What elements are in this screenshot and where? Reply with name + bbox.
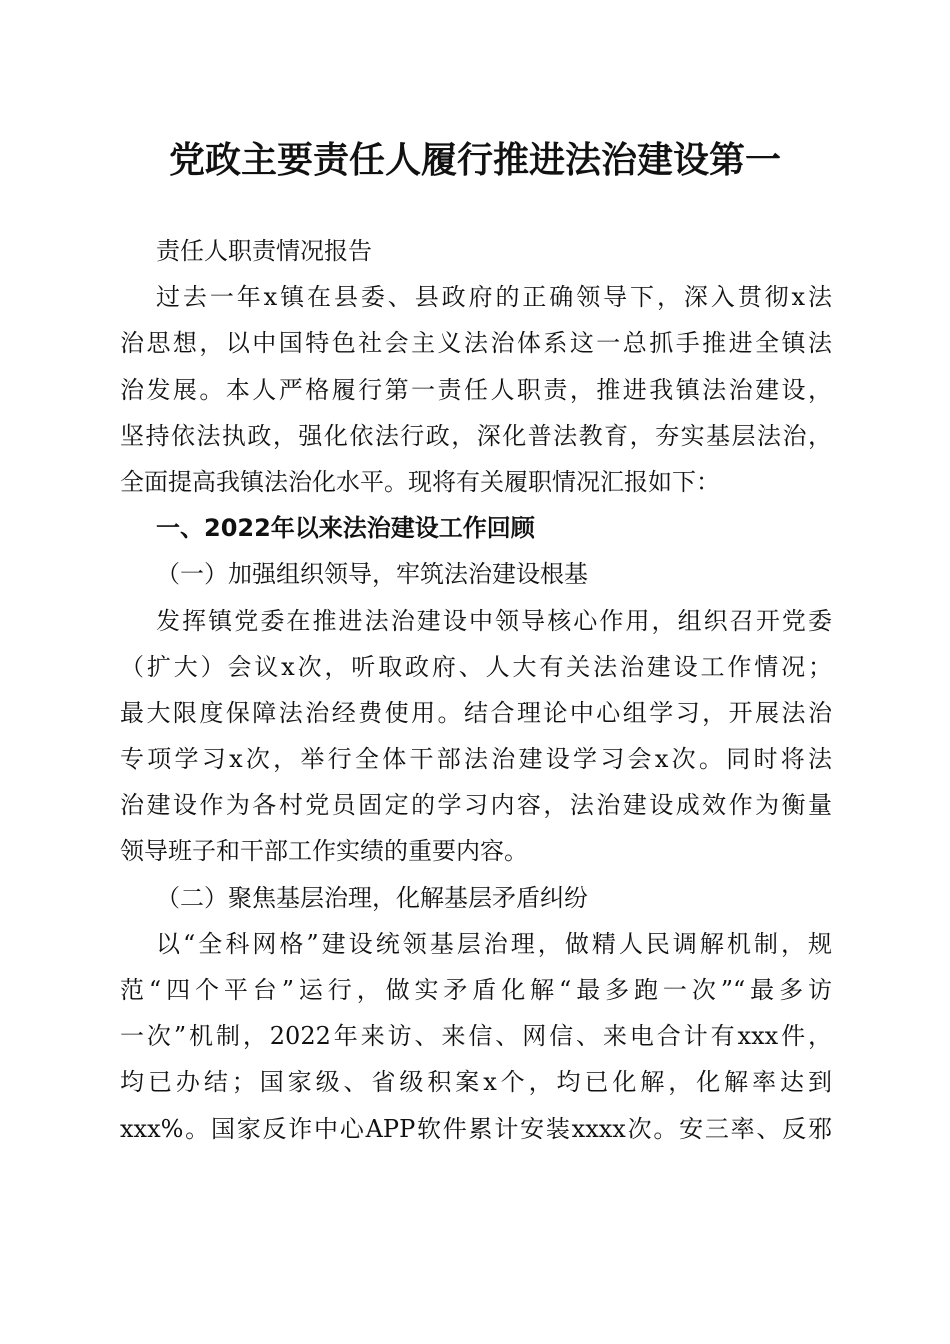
paragraph-line: 专项学习x次，举行全体干部法治建设学习会x次。同时将法 (120, 745, 832, 774)
paragraph-line: 最大限度保障法治经费使用。结合理论中心组学习，开展法治 (120, 698, 832, 727)
paragraph-line: 均已办结；国家级、省级积案x个，均已化解，化解率达到 (120, 1068, 832, 1097)
subsection-heading: （二）聚焦基层治理，化解基层矛盾纠纷 (156, 883, 588, 912)
paragraph-line: 过去一年x镇在县委、县政府的正确领导下，深入贯彻x法 (156, 283, 832, 312)
paragraph-line: 范“四个平台”运行，做实矛盾化解“最多跑一次”“最多访 (120, 976, 832, 1004)
paragraph-line: 以“全科网格”建设统领基层治理，做精人民调解机制，规 (156, 929, 832, 958)
paragraph-line: 一次”机制，2022年来访、来信、网信、来电合计有xxx件， (120, 1022, 832, 1051)
paragraph-line: 全面提高我镇法治化水平。现将有关履职情况汇报如下： (120, 467, 720, 496)
paragraph-line: 领导班子和干部工作实绩的重要内容。 (120, 837, 528, 866)
document-body (120, 228, 832, 1152)
paragraph-line: xxx%。国家反诈中心APP软件累计安装xxxx次。安三率、反邪 (120, 1114, 832, 1143)
document-title: 党政主要责任人履行推进法治建设第一 (168, 139, 781, 181)
paragraph-line: 责任人职责情况报告 (156, 237, 372, 265)
paragraph-line: （扩大）会议x次，听取政府、人大有关法治建设工作情况； (120, 652, 832, 681)
paragraph-line: 治发展。本人严格履行第一责任人职责，推进我镇法治建设， (120, 375, 832, 404)
subsection-heading: （一）加强组织领导，牢筑法治建设根基 (156, 560, 588, 589)
paragraph-line: 发挥镇党委在推进法治建设中领导核心作用，组织召开党委 (156, 606, 832, 635)
paragraph-line: 坚持依法执政，强化依法行政，深化普法教育，夯实基层法治， (120, 421, 832, 450)
paragraph-line: 治建设作为各村党员固定的学习内容，法治建设成效作为衡量 (120, 791, 832, 820)
section-heading: 一、2022年以来法治建设工作回顾 (156, 514, 535, 543)
paragraph-line: 治思想，以中国特色社会主义法治体系这一总抓手推进全镇法 (120, 329, 832, 358)
